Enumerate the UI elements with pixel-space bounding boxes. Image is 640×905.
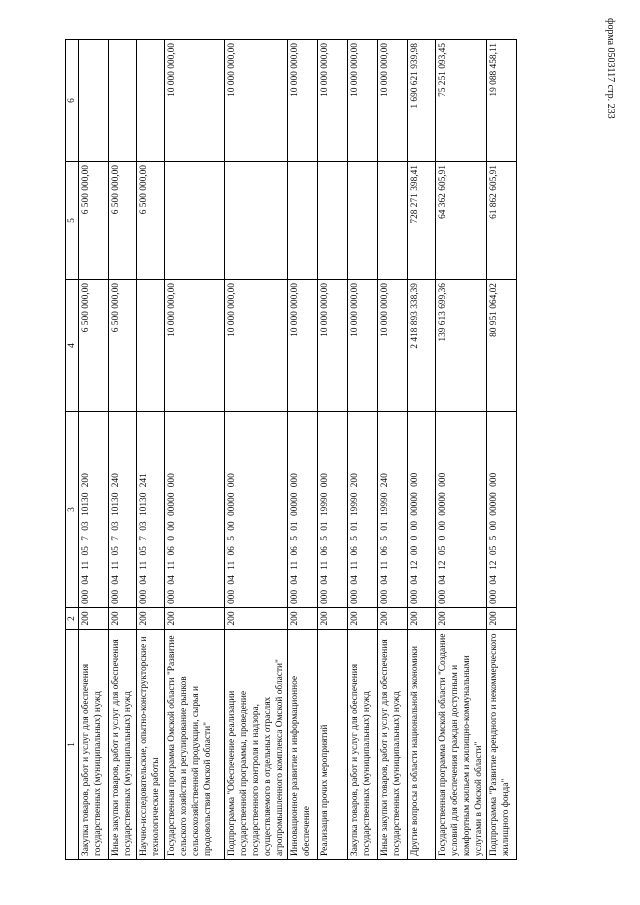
row-approved-cell: 10 000 000,00 — [348, 280, 378, 412]
row-budget-code-cell: 000 04 11 05 7 03 10130 240 — [109, 412, 137, 608]
row-approved-cell: 2 418 893 338,39 — [408, 280, 436, 412]
row-budget-code-cell: 000 04 11 06 0 00 00000 000 — [165, 412, 225, 608]
row-unexecuted-cell: 10 000 000,00 — [318, 40, 348, 162]
column-header: 3 — [66, 412, 79, 608]
row-approved-cell: 6 500 000,00 — [79, 280, 109, 412]
row-approved-cell — [137, 280, 165, 412]
row-line-code-cell: 200 — [165, 608, 225, 630]
row-approved-cell: 6 500 000,00 — [109, 280, 137, 412]
row-budget-code-cell: 000 04 11 05 7 03 10130 241 — [137, 412, 165, 608]
row-line-code-cell: 200 — [487, 608, 517, 630]
row-line-code-cell: 200 — [436, 608, 487, 630]
row-line-code-cell: 200 — [225, 608, 288, 630]
form-header: форма 0503117 стр. 233 — [605, 18, 616, 119]
row-line-code-cell: 200 — [378, 608, 408, 630]
table-row — [348, 40, 378, 860]
row-name-cell: Иные закупки товаров, работ и услуг для обеспечения государственных (муниципальных) нужд — [109, 630, 137, 860]
row-name-cell: Государственная программа Омской области "Создание условий для обеспечения граждан доступным и комфортным жильем и жилищно-коммунальными услугами в Омской области" — [436, 630, 487, 860]
row-budget-code-cell: 000 04 12 05 5 00 00000 000 — [487, 412, 517, 608]
row-executed-cell — [225, 162, 288, 280]
row-name-cell: Иные закупки товаров, работ и услуг для обеспечения государственных (муниципальных) нужд — [378, 630, 408, 860]
row-executed-cell: 6 500 000,00 — [109, 162, 137, 280]
row-line-code-cell: 200 — [408, 608, 436, 630]
table-row — [318, 40, 348, 860]
row-line-code-cell: 200 — [109, 608, 137, 630]
column-header: 2 — [66, 608, 79, 630]
row-executed-cell — [348, 162, 378, 280]
row-unexecuted-cell — [109, 40, 137, 162]
row-executed-cell: 728 271 398,41 — [408, 162, 436, 280]
row-budget-code-cell: 000 04 12 05 0 00 00000 000 — [436, 412, 487, 608]
row-unexecuted-cell — [137, 40, 165, 162]
budget-table — [65, 39, 517, 860]
row-name-cell: Государственная программа Омской области "Развитие сельского хозяйства и регулирование рынков сельскохозяйственной продукции, сырья и продовольствия Омской области" — [165, 630, 225, 860]
row-name-cell: Инновационное развитие и информационное обеспечение — [288, 630, 318, 860]
row-approved-cell: 10 000 000,00 — [318, 280, 348, 412]
row-unexecuted-cell: 19 088 458,11 — [487, 40, 517, 162]
row-name-cell: Закупка товаров, работ и услуг для обеспечения государственных (муниципальных) нужд — [79, 630, 109, 860]
row-approved-cell: 10 000 000,00 — [288, 280, 318, 412]
row-executed-cell — [165, 162, 225, 280]
row-name-cell: Научно-исследовательские, опытно-конструкторские и технологические работы — [137, 630, 165, 860]
row-budget-code-cell: 000 04 11 06 5 00 00000 000 — [225, 412, 288, 608]
row-unexecuted-cell: 10 000 000,00 — [288, 40, 318, 162]
row-line-code-cell: 200 — [288, 608, 318, 630]
row-unexecuted-cell: 75 251 093,45 — [436, 40, 487, 162]
row-line-code-cell: 200 — [318, 608, 348, 630]
row-executed-cell — [318, 162, 348, 280]
row-unexecuted-cell: 1 690 621 939,98 — [408, 40, 436, 162]
row-name-cell: Подпрограмма "Развитие арендного и некоммерческого жилищного фонда" — [487, 630, 517, 860]
table-row — [408, 40, 436, 860]
table-row — [436, 40, 487, 860]
table-row — [137, 40, 165, 860]
column-header: 1 — [66, 630, 79, 860]
row-approved-cell: 139 613 699,36 — [436, 280, 487, 412]
row-name-cell: Закупка товаров, работ и услуг для обеспечения государственных (муниципальных) нужд — [348, 630, 378, 860]
row-approved-cell: 10 000 000,00 — [378, 280, 408, 412]
row-unexecuted-cell — [79, 40, 109, 162]
table-row — [165, 40, 225, 860]
row-approved-cell: 10 000 000,00 — [165, 280, 225, 412]
row-budget-code-cell: 000 04 11 06 5 01 00000 000 — [288, 412, 318, 608]
table-row — [288, 40, 318, 860]
table-row — [378, 40, 408, 860]
row-budget-code-cell: 000 04 12 00 0 00 00000 000 — [408, 412, 436, 608]
row-executed-cell: 61 862 605,91 — [487, 162, 517, 280]
row-executed-cell: 6 500 000,00 — [79, 162, 109, 280]
column-header: 6 — [66, 40, 79, 162]
row-name-cell: Реализация прочих мероприятий — [318, 630, 348, 860]
column-number-row — [66, 40, 79, 860]
column-header: 5 — [66, 162, 79, 280]
row-executed-cell: 6 500 000,00 — [137, 162, 165, 280]
rotated-table-container — [65, 40, 600, 860]
row-line-code-cell: 200 — [79, 608, 109, 630]
row-approved-cell: 80 951 064,02 — [487, 280, 517, 412]
row-executed-cell: 64 362 605,91 — [436, 162, 487, 280]
row-name-cell: Другие вопросы в области национальной экономики — [408, 630, 436, 860]
row-name-cell: Подпрограмма "Обеспечение реализации государственной программы, проведение государственного контроля и надзора, осуществляемого в отдельных отраслях агропромышленного комплекса Омской области" — [225, 630, 288, 860]
row-budget-code-cell: 000 04 11 06 5 01 19990 240 — [378, 412, 408, 608]
row-line-code-cell: 200 — [137, 608, 165, 630]
table-row — [79, 40, 109, 860]
table-row — [487, 40, 517, 860]
row-unexecuted-cell: 10 000 000,00 — [165, 40, 225, 162]
table-row — [225, 40, 288, 860]
table-row — [109, 40, 137, 860]
row-budget-code-cell: 000 04 11 05 7 03 10130 200 — [79, 412, 109, 608]
row-line-code-cell: 200 — [348, 608, 378, 630]
row-budget-code-cell: 000 04 11 06 5 01 19990 000 — [318, 412, 348, 608]
row-unexecuted-cell: 10 000 000,00 — [225, 40, 288, 162]
column-header: 4 — [66, 280, 79, 412]
row-budget-code-cell: 000 04 11 06 5 01 19990 200 — [348, 412, 378, 608]
row-executed-cell — [288, 162, 318, 280]
row-unexecuted-cell: 10 000 000,00 — [378, 40, 408, 162]
row-executed-cell — [378, 162, 408, 280]
row-approved-cell: 10 000 000,00 — [225, 280, 288, 412]
row-unexecuted-cell: 10 000 000,00 — [348, 40, 378, 162]
